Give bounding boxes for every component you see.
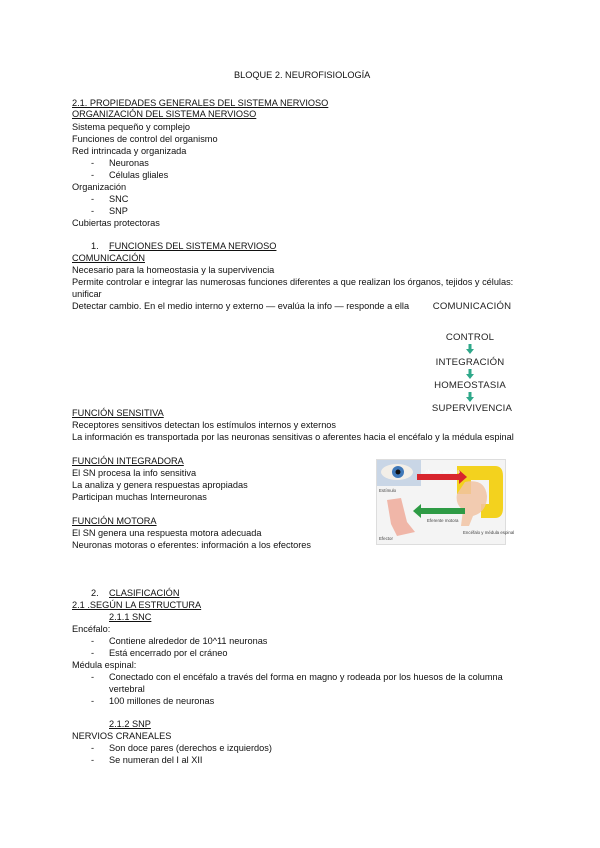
bullet-dash: - [91,672,95,682]
illustration-label: Aferente sensitiva [425,469,460,474]
list-item: 100 millones de neuronas [109,696,215,706]
text-line: Funciones de control del organismo [72,134,218,144]
subheading-integradora: FUNCIÓN INTEGRADORA [72,456,184,466]
illustration-label: Encéfalo y médula espinal [463,530,515,535]
illustration-label: Efector [379,536,393,541]
flow-step: SUPERVIVENCIA [431,403,513,414]
text-line: Sistema pequeño y complejo [72,122,190,132]
flow-step: COMUNICACIÓN [432,301,512,312]
list-item: Neuronas [109,158,149,168]
illustration-label: Eferente motora [427,518,459,523]
bullet-dash: - [91,194,95,204]
flow-diagram [425,296,525,416]
section-heading-propiedades: 2.1. PROPIEDADES GENERALES DEL SISTEMA NERVIOSO [72,98,329,108]
subheading-comunicacion: COMUNICACIÓN [72,253,145,263]
list-item: Células gliales [109,170,169,180]
down-arrow-icon [466,344,474,354]
subheading-sensitiva: FUNCIÓN SENSITIVA [72,408,164,418]
bullet-dash: - [91,755,95,765]
text-line: Médula espinal: [72,660,137,670]
list-item: SNP [109,206,128,216]
text-line: El SN genera una respuesta motora adecuada [72,528,262,538]
bullet-dash: - [91,206,95,216]
section-number: 1. [91,241,99,251]
text-line: Participan muchas Interneuronas [72,492,207,502]
list-item-continuation: vertebral [109,684,145,694]
list-item: Se numeran del I al XII [109,755,203,765]
bullet-dash: - [91,648,95,658]
list-item: Son doce pares (derechos e izquierdos) [109,743,272,753]
bullet-dash: - [91,696,95,706]
text-line: Organización [72,182,127,192]
text-line: Permite controlar e integrar las numerosas funciones diferentes a que realizan los órganos, tejidos y células: [72,277,514,287]
text-line: Red intrincada y organizada [72,146,187,156]
text-line: Neuronas motoras o eferentes: información a los efectores [72,540,311,550]
text-line: La información es transportada por las neuronas sensitivas o aferentes hacia el encéfalo y la médula espinal [72,432,514,442]
section-number: 2. [91,588,99,598]
flow-step: INTEGRACIÓN [435,357,505,368]
bullet-dash: - [91,636,95,646]
subheading-estructura: 2.1 .SEGÚN LA ESTRUCTURA [72,600,202,610]
illustration-label: Estímulo [379,488,397,493]
text-line: NERVIOS CRANEALES [72,731,172,741]
bullet-dash: - [91,158,95,168]
text-line: Necesario para la homeostasia y la supervivencia [72,265,275,275]
text-line: Detectar cambio. En el medio interno y externo — evalúa la info — responde a ella [72,301,410,311]
down-arrow-icon [466,369,474,379]
list-item: Conectado con el encéfalo a través del forma en magno y rodeada por los huesos de la columna [109,672,503,682]
subheading-snc: 2.1.1 SNC [109,612,152,622]
subheading-snp: 2.1.2 SNP [109,719,151,729]
list-item: Contiene alrededor de 10^11 neuronas [109,636,268,646]
bullet-dash: - [91,743,95,753]
section-heading-clasificacion: CLASIFICACIÓN [109,588,180,598]
list-item: SNC [109,194,129,204]
subheading-motora: FUNCIÓN MOTORA [72,516,157,526]
text-line: El SN procesa la info sensitiva [72,468,197,478]
subheading-organizacion: ORGANIZACIÓN DEL SISTEMA NERVIOSO [72,109,257,119]
bullet-dash: - [91,170,95,180]
page-title: BLOQUE 2. NEUROFISIOLOGÍA [234,70,371,80]
text-line: La analiza y genera respuestas apropiadas [72,480,248,490]
text-line: unificar [72,289,102,299]
section-heading-funciones: FUNCIONES DEL SISTEMA NERVIOSO [109,241,277,251]
text-line: Receptores sensitivos detectan los estímulos internos y externos [72,420,337,430]
flow-step: CONTROL [445,332,495,343]
text-line: Encéfalo: [72,624,111,634]
flow-step: HOMEOSTASIA [434,380,506,391]
text-line: Cubiertas protectoras [72,218,160,228]
down-arrow-icon [466,392,474,402]
list-item: Está encerrado por el cráneo [109,648,228,658]
nervous-system-illustration [376,459,515,545]
